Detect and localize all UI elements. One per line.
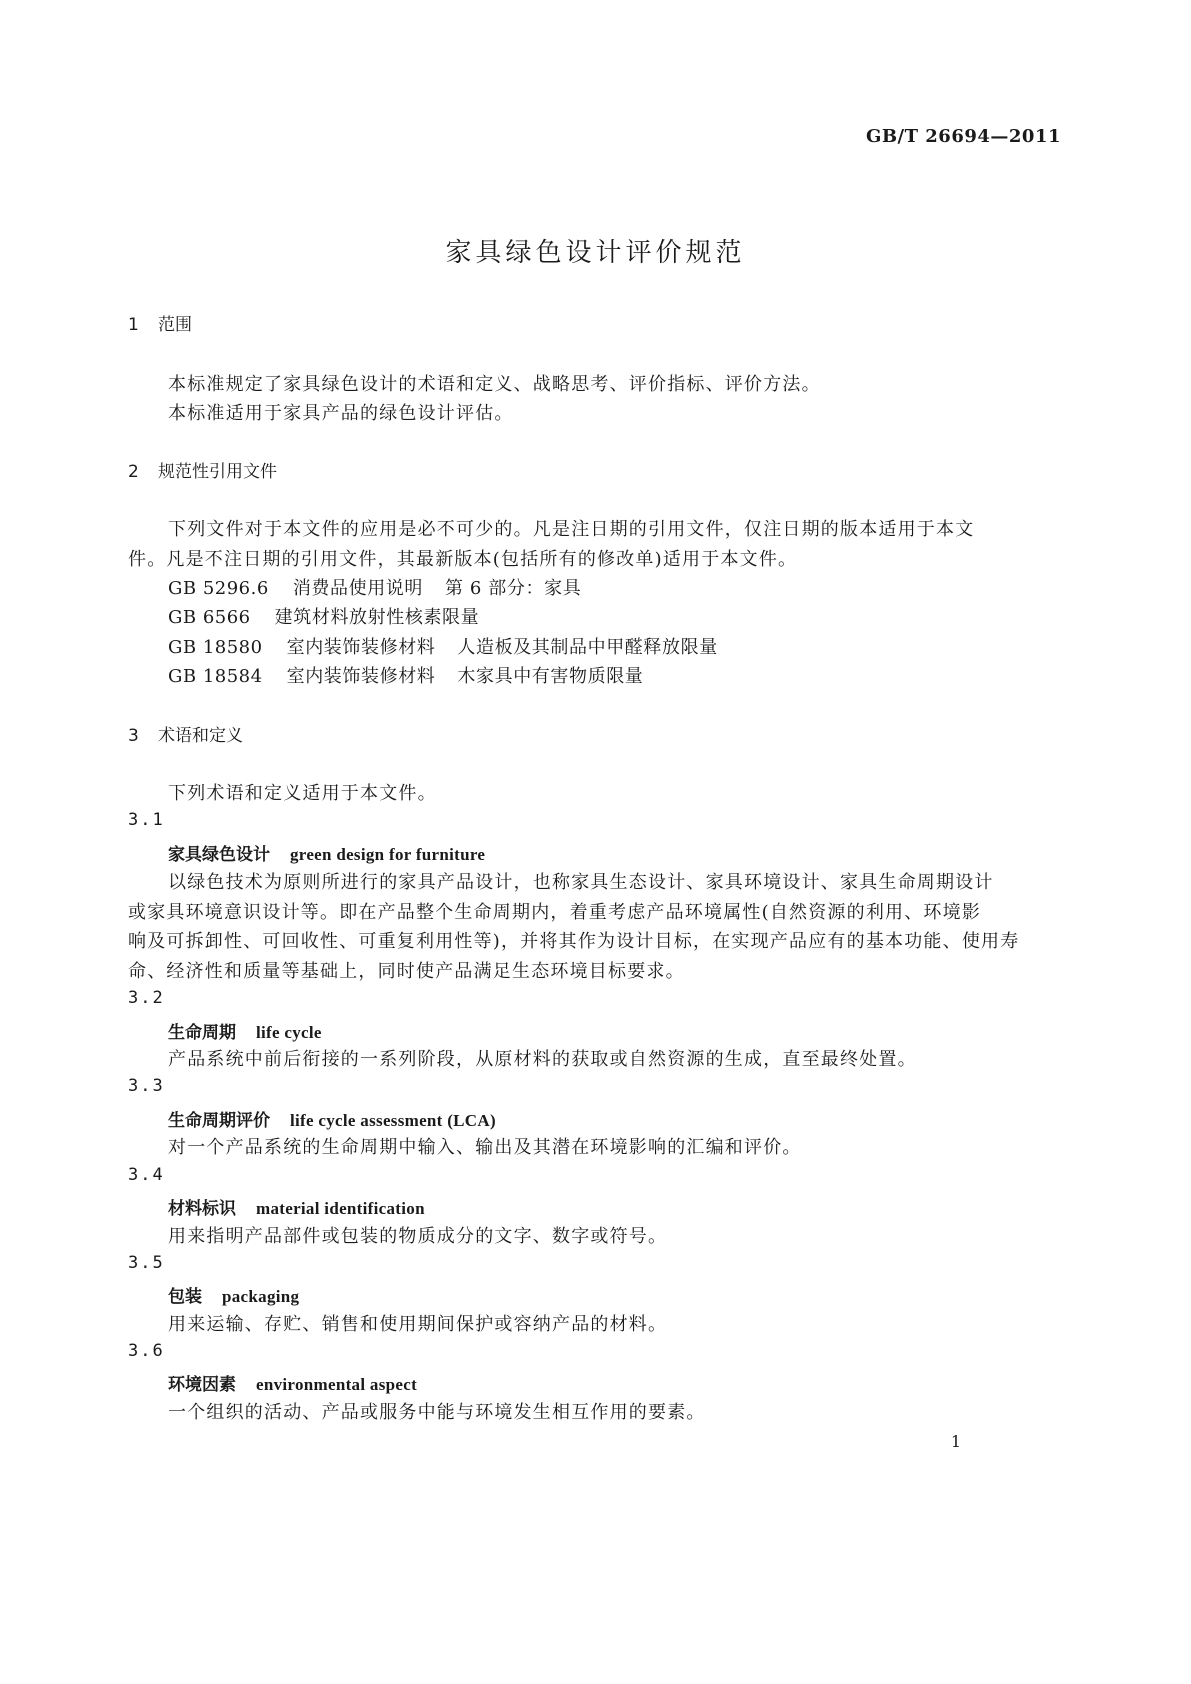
- definition-text: 对一个产品系统的生命周期中输入、输出及其潜在环境影响的汇编和评价。: [168, 1137, 802, 1158]
- term-chinese: 生命周期评价: [168, 1111, 270, 1131]
- document-title: 家具绿色设计评价规范: [445, 238, 746, 268]
- term-chinese: 生命周期: [168, 1023, 236, 1043]
- paragraph: 下列文件对于本文件的应用是必不可少的。凡是注日期的引用文件，仅注日期的版本适用于本文: [168, 519, 975, 540]
- clause-number: 3.1: [128, 810, 165, 830]
- reference-part: 室内装饰装修材料: [286, 637, 436, 658]
- term-english: life cycle: [256, 1023, 322, 1042]
- definition-text: 用来指明产品部件或包装的物质成分的文字、数字或符号。: [168, 1226, 668, 1247]
- section-number: 3: [128, 726, 139, 746]
- clause-number: 3.5: [128, 1253, 165, 1273]
- section-heading-terms-definitions: [128, 721, 243, 746]
- paragraph: 下列术语和定义适用于本文件。: [168, 783, 437, 804]
- term-entry: [168, 1018, 322, 1043]
- reference-part: 室内装饰装修材料: [286, 666, 436, 687]
- reference-code: GB 5296.6: [168, 578, 269, 599]
- term-entry: [168, 840, 485, 865]
- definition-text: 以绿色技术为原则所进行的家具产品设计，也称家具生态设计、家具环境设计、家具生命周期设计: [168, 872, 994, 893]
- section-title: 范围: [158, 315, 192, 335]
- term-entry: [168, 1106, 496, 1131]
- reference-title: 建筑材料放射性核素限量: [274, 607, 480, 628]
- section-heading-normative-references: [128, 457, 277, 482]
- section-number: 1: [128, 315, 139, 335]
- definition-text: 产品系统中前后衔接的一系列阶段，从原材料的获取或自然资源的生成，直至最终处置。: [168, 1049, 917, 1070]
- paragraph-continuation: 件。凡是不注日期的引用文件，其最新版本(包括所有的修改单)适用于本文件。: [128, 549, 798, 570]
- reference-title: 人造板及其制品中甲醛释放限量: [457, 637, 718, 658]
- paragraph: 本标准适用于家具产品的绿色设计评估。: [168, 403, 514, 424]
- definition-text: 或家具环境意识设计等。即在产品整个生命周期内，着重考虑产品环境属性(自然资源的利用、环境影: [128, 902, 982, 923]
- term-english: environmental aspect: [256, 1375, 418, 1394]
- definition-text: 命、经济性和质量等基础上，同时使产品满足生态环境目标要求。: [128, 961, 685, 982]
- reference-code: GB 18580: [168, 637, 263, 658]
- term-chinese: 环境因素: [168, 1375, 236, 1395]
- reference-item: [168, 662, 643, 688]
- term-english: material identification: [256, 1199, 425, 1218]
- section-number: 2: [128, 462, 139, 482]
- term-entry: [168, 1282, 299, 1307]
- standard-code: GB/T 26694—2011: [865, 126, 1061, 147]
- reference-code: GB 6566: [168, 607, 251, 628]
- clause-number: 3.6: [128, 1341, 165, 1361]
- definition-text: 用来运输、存贮、销售和使用期间保护或容纳产品的材料。: [168, 1314, 668, 1335]
- definition-text: 一个组织的活动、产品或服务中能与环境发生相互作用的要素。: [168, 1402, 706, 1423]
- term-english: packaging: [222, 1287, 300, 1306]
- term-chinese: 家具绿色设计: [168, 845, 270, 865]
- definition-text: 响及可拆卸性、可回收性、可重复利用性等)，并将其作为设计目标，在实现产品应有的基本功能、使用寿: [128, 931, 1020, 952]
- reference-item: [168, 574, 581, 600]
- reference-part: 消费品使用说明: [292, 578, 424, 599]
- clause-number: 3.4: [128, 1165, 165, 1185]
- clause-number: 3.3: [128, 1076, 165, 1096]
- term-english: green design for furniture: [290, 845, 486, 864]
- reference-item: [168, 603, 479, 629]
- term-chinese: 材料标识: [168, 1199, 236, 1219]
- reference-title: 木家具中有害物质限量: [457, 666, 644, 687]
- term-english: life cycle assessment (LCA): [290, 1111, 496, 1130]
- term-entry: [168, 1194, 425, 1219]
- page-number: 1: [950, 1432, 961, 1451]
- reference-code: GB 18584: [168, 666, 263, 687]
- reference-title: 第 6 部分：家具: [445, 578, 582, 599]
- clause-number: 3.2: [128, 988, 165, 1008]
- section-heading-scope: [128, 310, 192, 335]
- paragraph: 本标准规定了家具绿色设计的术语和定义、战略思考、评价指标、评价方法。: [168, 374, 821, 395]
- term-chinese: 包装: [168, 1287, 202, 1307]
- section-title: 规范性引用文件: [158, 462, 277, 482]
- section-title: 术语和定义: [158, 726, 243, 746]
- term-entry: [168, 1370, 417, 1395]
- reference-item: [168, 633, 718, 659]
